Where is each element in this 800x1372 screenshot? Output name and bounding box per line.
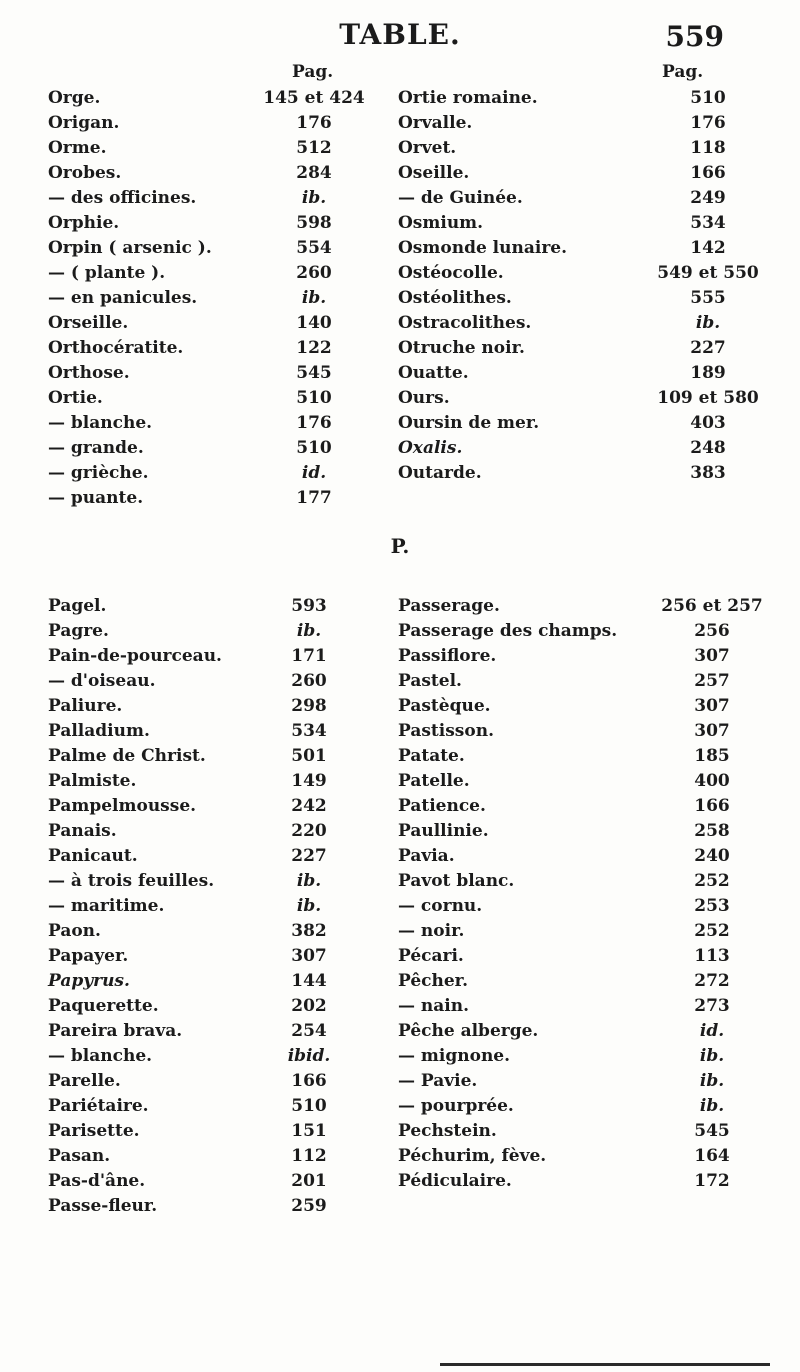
index-entry: [398, 336, 758, 361]
entry-name: — cornu.: [398, 896, 483, 916]
index-entry: [48, 1119, 378, 1144]
index-entry: [48, 336, 378, 361]
entry-page-number: 166: [291, 1071, 327, 1091]
index-entry: [398, 744, 758, 769]
entry-page-number: ibid.: [287, 1046, 331, 1066]
entry-name: Palmiste.: [48, 771, 137, 791]
entry-name: Pécari.: [398, 946, 464, 966]
entry-page-number: 122: [296, 338, 332, 358]
index-entry: [48, 286, 378, 311]
entry-name: — pourprée.: [398, 1096, 514, 1116]
index-entry: [48, 919, 378, 944]
entry-name: Ours.: [398, 388, 450, 408]
index-entry: [398, 386, 758, 411]
entry-page-number: 145 et 424: [263, 88, 365, 108]
entry-page-number: 549 et 550: [657, 263, 759, 283]
entry-page-number: ib.: [301, 188, 327, 208]
index-entry: [398, 236, 758, 261]
entry-page-number: 151: [291, 1121, 327, 1141]
entry-page-number: ib.: [296, 896, 322, 916]
entry-name: Pavia.: [398, 846, 455, 866]
entry-name: Ostéolithes.: [398, 288, 512, 308]
index-entry: [48, 86, 378, 111]
index-entry: [48, 211, 378, 236]
entry-page-number: 307: [291, 946, 327, 966]
entry-page-number: 307: [694, 646, 730, 666]
entry-name: Paullinie.: [398, 821, 489, 841]
entry-page-number: 257: [694, 671, 730, 691]
entry-name: Orme.: [48, 138, 107, 158]
entry-page-number: 510: [291, 1096, 327, 1116]
entry-name: Paon.: [48, 921, 101, 941]
index-entry: [398, 136, 758, 161]
entry-page-number: 113: [694, 946, 730, 966]
entry-name: Patelle.: [398, 771, 470, 791]
index-entry: [48, 1044, 378, 1069]
entry-page-number: 201: [291, 1171, 327, 1191]
entry-page-number: ib.: [699, 1071, 725, 1091]
index-entry: [398, 111, 758, 136]
entry-name: — d'oiseau.: [48, 671, 156, 691]
entry-name: Orvet.: [398, 138, 457, 158]
index-entry: [398, 844, 758, 869]
entry-page-number: 166: [694, 796, 730, 816]
index-entry: [398, 461, 758, 486]
entry-page-number: 112: [291, 1146, 327, 1166]
entry-name: — grande.: [48, 438, 144, 458]
entry-name: Pagel.: [48, 596, 107, 616]
index-entry: [398, 361, 758, 386]
entry-name: Papyrus.: [48, 971, 130, 991]
index-entry: [398, 894, 758, 919]
entry-name: Pastel.: [398, 671, 462, 691]
index-entry: [48, 794, 378, 819]
entry-name: Pédiculaire.: [398, 1171, 512, 1191]
entry-name: Orpin ( arsenic ).: [48, 238, 212, 258]
entry-page-number: 272: [694, 971, 730, 991]
entry-name: — grièche.: [48, 463, 149, 483]
entry-page-number: 240: [694, 846, 730, 866]
index-entry: [48, 894, 378, 919]
index-entry: [398, 186, 758, 211]
entry-page-number: 189: [690, 363, 726, 383]
entry-page-number: 118: [690, 138, 726, 158]
index-entry: [48, 311, 378, 336]
entry-page-number: 258: [694, 821, 730, 841]
entry-name: Orvalle.: [398, 113, 473, 133]
entry-name: — de Guinée.: [398, 188, 523, 208]
entry-page-number: ib.: [301, 288, 327, 308]
entry-page-number: 383: [690, 463, 726, 483]
entry-page-number: 260: [296, 263, 332, 283]
entry-name: Otruche noir.: [398, 338, 525, 358]
entry-page-number: 172: [694, 1171, 730, 1191]
entry-name: Passiflore.: [398, 646, 497, 666]
entry-page-number: id.: [699, 1021, 725, 1041]
entry-page-number: 534: [690, 213, 726, 233]
index-entry: [398, 1144, 758, 1169]
entry-page-number: 176: [296, 113, 332, 133]
entry-name: Orphie.: [48, 213, 120, 233]
index-entry: [48, 261, 378, 286]
index-entry: [398, 1119, 758, 1144]
entry-name: Orobes.: [48, 163, 122, 183]
index-entry: [398, 644, 758, 669]
index-entry: [398, 944, 758, 969]
entry-page-number: 220: [291, 821, 327, 841]
entry-name: Patience.: [398, 796, 486, 816]
entry-name: Patate.: [398, 746, 465, 766]
index-entry: [48, 869, 378, 894]
index-entry: [48, 844, 378, 869]
entry-name: Pavot blanc.: [398, 871, 515, 891]
index-entry: [48, 386, 378, 411]
entry-name: Parisette.: [48, 1121, 140, 1141]
entry-name: Pasan.: [48, 1146, 111, 1166]
entry-page-number: 545: [694, 1121, 730, 1141]
entry-name: Oxalis.: [398, 438, 463, 458]
index-entry: [398, 211, 758, 236]
entry-name: Ortie romaine.: [398, 88, 538, 108]
entry-name: Passe-fleur.: [48, 1196, 158, 1216]
entry-name: Pêcher.: [398, 971, 468, 991]
entry-page-number: 176: [296, 413, 332, 433]
entry-page-number: 242: [291, 796, 327, 816]
section-o-left-column: [48, 86, 378, 511]
index-entry: [48, 411, 378, 436]
entry-name: Palladium.: [48, 721, 150, 741]
entry-name: Pareira brava.: [48, 1021, 183, 1041]
entry-page-number: 259: [291, 1196, 327, 1216]
index-entry: [48, 361, 378, 386]
index-entry: [48, 819, 378, 844]
index-entry: [48, 461, 378, 486]
index-entry: [398, 994, 758, 1019]
entry-page-number: 501: [291, 746, 327, 766]
entry-name: Pastisson.: [398, 721, 494, 741]
entry-name: Osmium.: [398, 213, 484, 233]
entry-page-number: 166: [690, 163, 726, 183]
index-entry: [398, 669, 758, 694]
entry-page-number: 593: [291, 596, 327, 616]
entry-name: Pain-de-pourceau.: [48, 646, 222, 666]
entry-name: Orthose.: [48, 363, 130, 383]
entry-page-number: 227: [291, 846, 327, 866]
index-entry: [48, 769, 378, 794]
page-number: 559: [665, 20, 724, 53]
entry-page-number: 554: [296, 238, 332, 258]
index-entry: [48, 1194, 378, 1219]
entry-page-number: 534: [291, 721, 327, 741]
entry-page-number: 249: [690, 188, 726, 208]
entry-page-number: ib.: [695, 313, 721, 333]
entry-name: Pas-d'âne.: [48, 1171, 146, 1191]
index-entry: [398, 1094, 758, 1119]
index-entry: [48, 186, 378, 211]
entry-page-number: 177: [296, 488, 332, 508]
entry-name: Paquerette.: [48, 996, 159, 1016]
entry-page-number: 382: [291, 921, 327, 941]
entry-page-number: 260: [291, 671, 327, 691]
index-entry: [48, 136, 378, 161]
entry-page-number: ib.: [699, 1096, 725, 1116]
section-p-left-column: [48, 594, 378, 1219]
index-entry: [48, 944, 378, 969]
entry-name: — mignone.: [398, 1046, 511, 1066]
entry-page-number: 202: [291, 996, 327, 1016]
index-entry: [398, 86, 758, 111]
entry-name: — maritime.: [48, 896, 165, 916]
index-entry: [48, 1094, 378, 1119]
index-entry: [48, 1144, 378, 1169]
index-entry: [398, 819, 758, 844]
entry-page-number: ib.: [296, 621, 322, 641]
entry-name: Origan.: [48, 113, 120, 133]
entry-name: Oursin de mer.: [398, 413, 540, 433]
index-entry: [398, 1069, 758, 1094]
index-entry: [48, 644, 378, 669]
entry-name: — ( plante ).: [48, 263, 166, 283]
index-entry: [398, 261, 758, 286]
index-entry: [48, 111, 378, 136]
index-entry: [48, 669, 378, 694]
entry-name: Ostéocolle.: [398, 263, 504, 283]
entry-name: — Pavie.: [398, 1071, 478, 1091]
entry-page-number: 252: [694, 871, 730, 891]
entry-name: Panicaut.: [48, 846, 138, 866]
index-entry: [398, 619, 758, 644]
index-entry: [398, 869, 758, 894]
entry-name: Pastèque.: [398, 696, 491, 716]
entry-page-number: 555: [690, 288, 726, 308]
entry-name: Pagre.: [48, 621, 109, 641]
index-entry: [398, 694, 758, 719]
entry-page-number: 598: [296, 213, 332, 233]
entry-page-number: 510: [690, 88, 726, 108]
entry-name: — blanche.: [48, 1046, 153, 1066]
entry-name: Ortie.: [48, 388, 103, 408]
entry-page-number: 400: [694, 771, 730, 791]
page-header: [0, 18, 800, 58]
section-p-right-column: [398, 594, 763, 1194]
index-entry: [398, 1044, 758, 1069]
entry-page-number: 284: [296, 163, 332, 183]
entry-page-number: ib.: [296, 871, 322, 891]
entry-page-number: 171: [291, 646, 327, 666]
entry-name: Pechstein.: [398, 1121, 497, 1141]
entry-name: — en panicules.: [48, 288, 198, 308]
index-entry: [48, 994, 378, 1019]
entry-page-number: 144: [291, 971, 327, 991]
entry-page-number: 510: [296, 388, 332, 408]
entry-name: — à trois feuilles.: [48, 871, 215, 891]
entry-name: Passerage.: [398, 596, 500, 616]
index-entry: [48, 694, 378, 719]
entry-page-number: 140: [296, 313, 332, 333]
index-entry: [48, 744, 378, 769]
entry-page-number: 164: [694, 1146, 730, 1166]
entry-name: Paliure.: [48, 696, 123, 716]
pag-label-left: Pag.: [292, 62, 334, 82]
page-title: TABLE.: [339, 18, 461, 51]
entry-page-number: 227: [690, 338, 726, 358]
index-entry: [398, 1169, 758, 1194]
entry-page-number: 510: [296, 438, 332, 458]
index-entry: [398, 794, 758, 819]
index-entry: [48, 1069, 378, 1094]
index-entry: [398, 1019, 758, 1044]
entry-page-number: 176: [690, 113, 726, 133]
entry-name: Panais.: [48, 821, 117, 841]
entry-page-number: 545: [296, 363, 332, 383]
index-entry: [48, 969, 378, 994]
entry-name: Pampelmousse.: [48, 796, 197, 816]
entry-page-number: 298: [291, 696, 327, 716]
index-entry: [398, 286, 758, 311]
entry-page-number: 256: [694, 621, 730, 641]
index-entry: [398, 311, 758, 336]
entry-page-number: 307: [694, 721, 730, 741]
index-entry: [48, 594, 378, 619]
entry-name: Passerage des champs.: [398, 621, 618, 641]
index-entry: [398, 594, 763, 619]
entry-page-number: 185: [694, 746, 730, 766]
index-entry: [398, 919, 758, 944]
entry-name: — noir.: [398, 921, 465, 941]
index-entry: [398, 769, 758, 794]
entry-page-number: 248: [690, 438, 726, 458]
entry-name: Osmonde lunaire.: [398, 238, 568, 258]
index-entry: [398, 436, 758, 461]
entry-page-number: 252: [694, 921, 730, 941]
entry-page-number: 253: [694, 896, 730, 916]
index-entry: [48, 236, 378, 261]
entry-name: — nain.: [398, 996, 470, 1016]
index-entry: [398, 969, 758, 994]
entry-page-number: 149: [291, 771, 327, 791]
entry-name: Papayer.: [48, 946, 129, 966]
entry-page-number: 142: [690, 238, 726, 258]
entry-name: Parelle.: [48, 1071, 121, 1091]
entry-name: — blanche.: [48, 413, 153, 433]
entry-name: Péchurim, fève.: [398, 1146, 547, 1166]
entry-name: — puante.: [48, 488, 144, 508]
entry-page-number: id.: [301, 463, 327, 483]
pag-label-right: Pag.: [662, 62, 704, 82]
index-entry: [48, 719, 378, 744]
entry-page-number: 256 et 257: [661, 596, 763, 616]
entry-page-number: 403: [690, 413, 726, 433]
page-bottom-rule: [440, 1363, 770, 1366]
index-entry: [48, 486, 378, 511]
entry-page-number: 109 et 580: [657, 388, 759, 408]
index-entry: [398, 161, 758, 186]
entry-name: Orthocératite.: [48, 338, 184, 358]
entry-page-number: 512: [296, 138, 332, 158]
entry-name: — des officines.: [48, 188, 197, 208]
section-o-right-column: [398, 86, 758, 486]
index-entry: [48, 161, 378, 186]
index-entry: [48, 619, 378, 644]
index-entry: [398, 411, 758, 436]
entry-name: Orge.: [48, 88, 101, 108]
entry-page-number: 307: [694, 696, 730, 716]
entry-name: Pariétaire.: [48, 1096, 149, 1116]
entry-page-number: 273: [694, 996, 730, 1016]
index-entry: [48, 1019, 378, 1044]
entry-name: Palme de Christ.: [48, 746, 206, 766]
entry-name: Outarde.: [398, 463, 482, 483]
entry-page-number: 254: [291, 1021, 327, 1041]
index-entry: [398, 719, 758, 744]
entry-name: Orseille.: [48, 313, 129, 333]
entry-name: Ostracolithes.: [398, 313, 532, 333]
entry-page-number: ib.: [699, 1046, 725, 1066]
entry-name: Oseille.: [398, 163, 470, 183]
index-entry: [48, 1169, 378, 1194]
section-letter: P.: [390, 534, 410, 558]
entry-name: Pêche alberge.: [398, 1021, 539, 1041]
entry-name: Ouatte.: [398, 363, 469, 383]
index-entry: [48, 436, 378, 461]
